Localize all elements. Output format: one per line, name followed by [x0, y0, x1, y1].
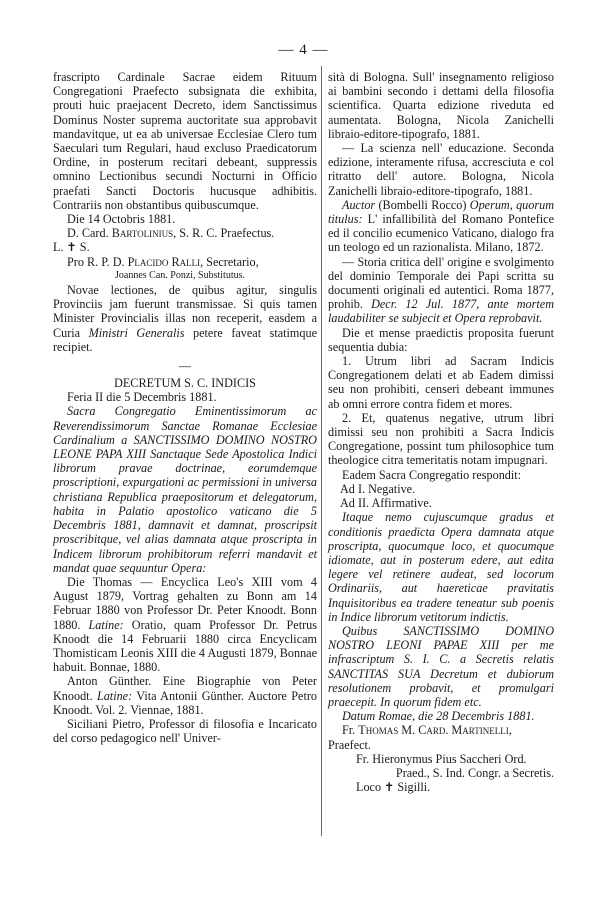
- signature-secretary: Pro R. P. D. Placido Ralli, Secretario,: [67, 254, 259, 269]
- book-entry-siciliani: Siciliani Pietro, Professor di filosofia e Incaricato del corso pedagogico nell' Univer-: [53, 716, 317, 746]
- dubium-2: 2. Et, quatenus negative, utrum libri dimissi seu non prohibiti a Sacra Indicis Congregatione, possint tum philosophice tum theologice citra temeritatis notam impugnari.: [328, 410, 554, 468]
- decree-preamble: Sacra Congregatio Eminentissimorum ac Reverendissimorum Sanctae Romanae Ecclesiae Cardinalium a SANCTISSIMO DOMINO NOSTRO LEONE PAPA XIII Sanctaque Sede Apostolica Indici librorum pravae doctrinae, eorumdemque proscriptioni, expurgationi ac permissioni in universa christiana Republica praepositorum et delegatorum, habita in Palatio apostolico vaticano die 5 Decembris 1881, damnavit et damnat, proscripsit proscribitque, vel alias damnata atque proscripta in Indicem librorum prohibitorum referri mandavit et mandat quae sequuntur Opera:: [53, 404, 317, 575]
- loco-sigilli: Loco ✝ Sigilli.: [356, 780, 431, 795]
- datum-line: Datum Romae, die 28 Decembris 1881.: [342, 709, 535, 724]
- answer-2: Ad II. Affirmative.: [340, 496, 432, 511]
- locus-sigilli: L. ✝ S.: [53, 240, 90, 255]
- itaque-paragraph: Itaque nemo cujuscumque gradus et conditionis praedicta Opera damnata atque proscripta, quocumque loco, et quocumque idiomate, aut in posterum edere, aut edita legere vel retinere audeat, sed locorum Ordinariis, aut haereticae pravitatis Inquisitoribus ea tradere teneatur sub poenis in Indice librorum vetitorum indictis.: [328, 510, 554, 624]
- right-column: [328, 70, 554, 794]
- scienza-entry: — La scienza nell' educazione. Seconda edizione, interamente rifusa, accresciuta e col ritratto dell' autore. Bologna, Nicola Zanichelli libraio-editore-tipografo, 1881.: [328, 141, 554, 198]
- answer-1: Ad I. Negative.: [340, 481, 416, 496]
- quibus-paragraph: Quibus SANCTISSIMO DOMINO NOSTRO LEONI PAPAE XIII per me infrascriptum S. I. C. a Secretis relatis SANCTITAS SUA Decretum et dubiorum resolutionem probavit, et promulgari praecepit. In quorum fidem etc.: [328, 623, 554, 709]
- decree-continuation-paragraph: frascripto Cardinale Sacrae eidem Rituum Congregationi Praefecto subsignata die exhibita, prouti huic praejacent Decreto, idem Sanctissimus Dominus Noster suprema auctoritate sua approbavit mandavitque, ut ea ab universae Ecclesiae Clero tum Saeculari tum Regulari, haud excluso Praedicatorum Ordine, in posterum recitari debeant, suppressis omnino Lectionibus secundi Nocturni in Officio praefati Sancti Doctoris hucusque adhibitis. Contrariis non obstantibus quibuscumque.: [53, 70, 317, 212]
- decree-title: DECRETUM S. C. INDICIS: [114, 376, 256, 391]
- respondit-line: Eadem Sacra Congregatio respondit:: [342, 467, 522, 482]
- bombelli-entry: Auctor (Bombelli Rocco) Operum, quorum titulus: L' infallibilità del Romano Pontefice ed il concilio ecumenico Vaticano, dialogo fra un teologo ed un razionalista. Milano, 1872.: [328, 197, 554, 255]
- signature-saccheri-title: Praed., S. Ind. Congr. a Secretis.: [395, 765, 554, 780]
- novae-lectiones-paragraph: Novae lectiones, de quibus agitur, singulis Provinciis jam fuerunt transmissae. Si quis tamen Minister Provincialis illas non receperit, easdem a Curia Ministri Generalis petere faveat statimque recipiet.: [53, 283, 317, 354]
- signature-prefect: D. Card. Bartolinius, S. R. C. Praefectus.: [67, 226, 275, 241]
- siciliani-continuation: sità di Bologna. Sull' insegnamento religioso ai bambini secondo i dettami della filosofia scientifica. Quarta edizione riveduta ed aumentata. Bologna, Nicola Zanichelli libraio-editore-tipografo, 1881.: [328, 70, 554, 141]
- page-number: — 4 —: [278, 42, 329, 58]
- book-entry-gunther: Anton Günther. Eine Biographie von Peter Knoodt. Latine: Vita Antonii Günther. Auctore Petro Knoodt. Vol. 2. Viennae, 1881.: [53, 674, 318, 717]
- dubia-intro: Die et mense praedictis proposita fuerunt sequentia dubia:: [328, 325, 554, 354]
- column-divider: [321, 66, 322, 836]
- decree-date: Feria II die 5 Decembris 1881.: [67, 390, 217, 405]
- dubium-1: 1. Utrum libri ad Sacram Indicis Congregationem delati et ab Eadem dimissi seu non prohibiti, censeri debeant immunes ab omni errore contra fidem et mores.: [328, 354, 554, 411]
- left-column: [53, 70, 317, 745]
- signature-martinelli: Fr. Thomas M. Card. Martinelli, Praefect.: [328, 723, 512, 752]
- book-entry-thomas: Die Thomas — Encyclica Leo's XIII vom 4 August 1879, Vortrag gehalten zu Bonn am 14 Februar 1880 von Professor Dr. Peter Knoodt. Bonn 1880. Latine: Oratio, quam Professor Dr. Petrus Knoodt die 14 Februarii 1880 circa Encyclicam Thomisticam Leonis XIII die 4 Augusti 1879, Bonnae habuit. Bonnae, 1880.: [53, 574, 318, 675]
- substitute-line: Joannes Can. Ponzi, Substitutus.: [115, 269, 246, 281]
- date-line: Die 14 Octobris 1881.: [67, 212, 176, 227]
- storia-entry: — Storia critica dell' origine e svolgimento del dominio Temporale dei Papi scritta su documenti originali ed autentici. Roma 1877, prohib. Decr. 12 Jul. 1877, ante mortem laudabiliter se subjecit et Opera reprobavit.: [328, 254, 554, 326]
- signature-saccheri: Fr. Hieronymus Pius Saccheri Ord.: [356, 751, 527, 766]
- section-separator: —: [178, 359, 192, 374]
